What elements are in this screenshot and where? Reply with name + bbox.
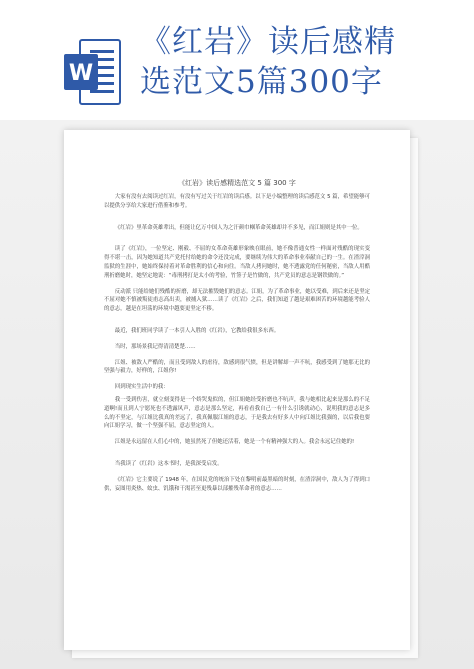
paragraph: 《红岩》里革命英雄辈出，但能让亿万中国人为之汗颜巾帼革命英雄却并不多见，而江姐则是其中一位。 (114, 224, 363, 231)
banner (0, 0, 474, 120)
document-page (64, 130, 410, 650)
banner-title (140, 22, 470, 102)
paragraph: 《红岩》它主要说了 1948 年，在国民党的统治下处在黎明前最黑暗的时刻，在渣滓洞中，敌人为了得到口供，妄图用炎热、蚊虫、饥饿和干渴甚至更残暴以部摧残革命者的意志…… (104, 476, 370, 492)
paragraph: 当我读了《红岩》这本书时，是我深受启发。 (114, 460, 223, 467)
paragraph: 回到现实生活中的我： (114, 384, 169, 391)
document-title: 《红岩》读后感精选范文 5 篇 300 字 (178, 179, 296, 187)
svg-text:W: W (68, 61, 94, 86)
document-body (104, 193, 370, 500)
banner-title-line-2: 选范文5篇300字 (140, 64, 383, 100)
paragraph: 江姐是永远留在人们心中的，她虽然死了但她还活着，她是一个有精神强大的人。我会永远记住她的! (114, 439, 355, 446)
banner-title-line-1: 《红岩》读后感精 (140, 24, 396, 60)
paragraph: 读了《红岩》，一位坚定、刚毅、不屈的女革命英雄形象映在眼前，她不像普通女性一样面对残酷的现实变得不堪一击，因为她知道共产党托付给她的命令还没完成，要继续为伟大的革命事业奉献自己的一生。在渣滓洞监狱的生涯中，她始终保持着对革命胜利的信心和向往。当敌人拷问她时，她不透露党的任何秘密，当敌人用酷刑折磨她时，她坚定地说：“毒刑拷打是太小的考验，竹签子是竹做的，共产党员的意志是钢铁做的。” (104, 246, 370, 279)
word-document-icon (62, 38, 122, 106)
paragraph: 江姐、被敌人严酷的，而且受到敌人的虐待，敌感到很气愤，但是讲解却一声不吭，我感受到了她那无比的坚强与毅力，好样的，江姐你! (104, 359, 370, 375)
paragraph: 当时，那场景我记得清清楚楚…… (114, 343, 196, 350)
paragraph: 反动派 只能给她们残酷的折磨，却无法摧毁她们的意志。江姐，为了革命事业，她以受难，到后来还是坚定不屈对她不慎被叛徒甫志高出卖，被捕入狱……读了《红岩》之后，我们知道了越是艰难困苦的环境越能考验人的意志，越是在坦荡的环境中越要更坚定不移。 (104, 288, 370, 313)
paragraph: 最近，我们班同学读了一本引人入胜的《红岩》，它教给我很多东西。 (114, 327, 280, 334)
paragraph: 大家有没有去阅读过红岩，有没有写过关于红岩的读后感。以下是小编整理的读后感范文 5 篇，希望能够可以提供分享给大家进行借鉴和参考。 (104, 194, 370, 209)
paragraph: 我一受到伤害，就立刻变得是一个娇哭鬼似的，但江姐她经受折磨也不吭声，我与她相比起来是那么的不足道啊!而且到人宁愿死也不透露风声，意志是那么坚定，再看看我自己一有什么引诱就动心，说明我的意志是多么的不坚定，与江姐比我真的差远了，我真佩服江姐的意志，于是我去有好多人中向江姐比我强的，以后我也要向江姐学习，做一个坚强不屈，意志坚定的人。 (104, 396, 370, 430)
